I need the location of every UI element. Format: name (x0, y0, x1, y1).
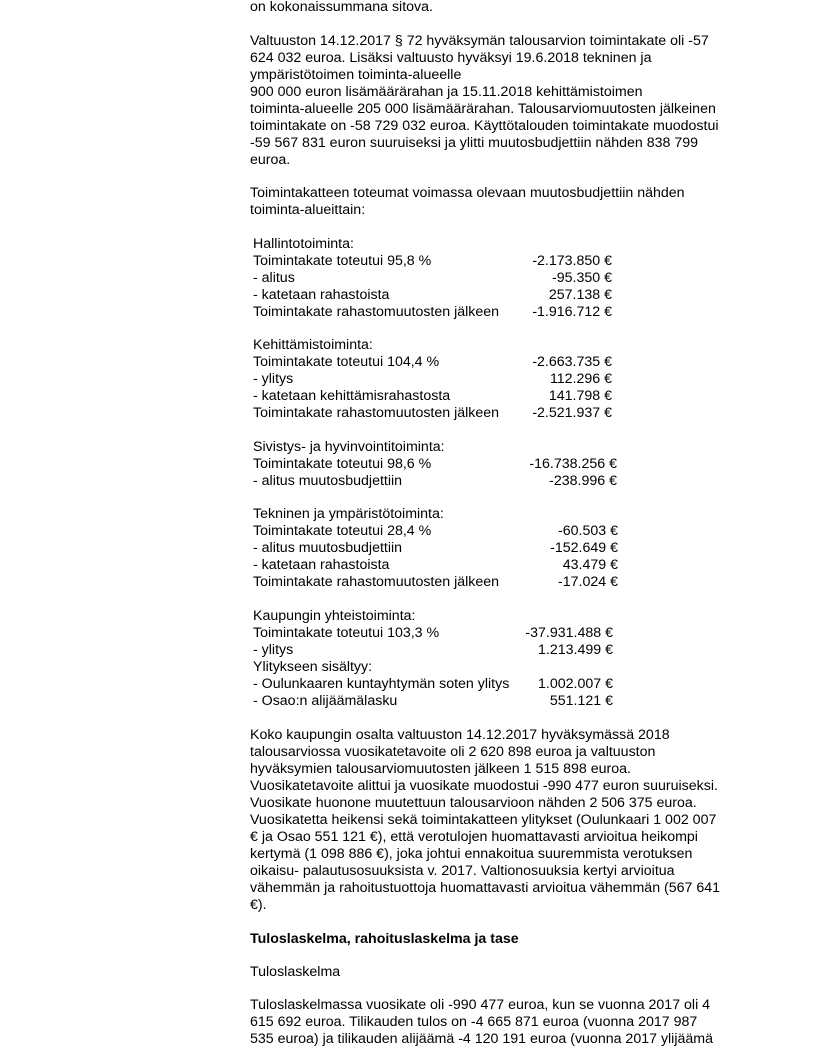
row-value: 1.213.499 € (538, 642, 613, 658)
row-label: - Oulunkaaren kuntayhtymän soten ylitys (253, 676, 510, 692)
row-value: -152.649 € (550, 540, 618, 556)
section-heading: Tuloslaskelma, rahoituslaskelma ja tase (250, 931, 519, 947)
section-subheading: Tuloslaskelma (250, 964, 341, 980)
block-title: Sivistys- ja hyvinvointitoiminta: (253, 439, 445, 455)
block-yhteistoiminta (253, 608, 753, 710)
row-value: -60.503 € (558, 523, 618, 539)
row-label: - katetaan rahastoista (253, 557, 390, 573)
block-title: Hallintotoiminta: (253, 236, 354, 252)
text-line: 624 032 euroa. Lisäksi valtuusto hyväksyi 19.6.2018 tekninen ja (250, 50, 652, 66)
row-label: - Osao:n alijäämälasku (253, 693, 398, 709)
paragraph-budget-summary (250, 33, 750, 169)
row-label: Toimintakate toteutui 98,6 % (253, 456, 432, 472)
text-line: 900 000 euron lisämäärärahan ja 15.11.2018 kehittämistoimen (250, 84, 643, 100)
text-line: Valtuuston 14.12.2017 § 72 hyväksymän talousarvion toimintakate oli -57 (250, 33, 709, 49)
block-kehittamistoiminta (253, 337, 753, 422)
block-sivistystoiminta (253, 439, 753, 490)
row-label: - ylitys (253, 642, 294, 658)
row-value: -16.738.256 € (529, 456, 617, 472)
text-line: kertymä (1 098 886 €), joka johtui ennakoitua suuremmista verotuksen (250, 846, 693, 862)
row-value: 141.798 € (548, 388, 612, 404)
row-value: 1.002.007 € (538, 676, 613, 692)
text-line: Vuosikate huonone muutettuun talousarvioon nähden 2 506 375 euroa. (250, 795, 697, 811)
text-line: talousarviossa vuosikatetavoite oli 2 620 898 euroa ja valtuuston (250, 744, 656, 760)
intro-tail: on kokonaissummana sitova. (250, 0, 433, 15)
text-line: € ja Osao 551 121 €), että verotulojen huomattavasti arvioitua heikompi (250, 829, 698, 845)
row-label: Toimintakate rahastomuutosten jälkeen (253, 304, 500, 320)
text-line: Tuloslaskelmassa vuosikate oli -990 477 euroa, kun se vuonna 2017 oli 4 (250, 997, 711, 1013)
row-label: Toimintakate toteutui 103,3 % (253, 625, 440, 641)
block-title: Tekninen ja ympäristötoiminta: (253, 506, 444, 522)
row-value: -2.173.850 € (532, 253, 612, 269)
row-value: 551.121 € (549, 693, 613, 709)
row-label: Toimintakate toteutui 95,8 % (253, 253, 432, 269)
row-value: -2.663.735 € (532, 354, 612, 370)
row-label: - alitus muutosbudjettiin (253, 473, 403, 489)
text-line: toiminta-alueelle 205 000 lisämäärärahan. Talousarviomuutosten jälkeinen (250, 101, 716, 117)
text-line: ympäristötoimen toiminta-alueelle (250, 67, 462, 83)
row-label: Toimintakate rahastomuutosten jälkeen (253, 405, 500, 421)
text-line: euroa. (250, 152, 291, 168)
row-label: - alitus muutosbudjettiin (253, 540, 403, 556)
row-value: -238.996 € (549, 473, 617, 489)
row-value: -2.521.937 € (532, 405, 612, 421)
text-line: Vuosikatetavoite alittui ja vuosikate muodostui -990 477 euron suuruiseksi. (250, 778, 718, 794)
paragraph-intro-areas (250, 185, 750, 219)
text-line: Toimintakatteen toteumat voimassa olevaan muutosbudjettiin nähden (250, 185, 685, 201)
row-value: 112.296 € (549, 371, 612, 387)
row-label: Toimintakate rahastomuutosten jälkeen (253, 574, 500, 590)
text-line: toimintakate on -58 729 032 euroa. Käyttötalouden toimintakate muodostui (250, 118, 719, 134)
row-value: -17.024 € (558, 574, 618, 590)
text-line: Koko kaupungin osalta valtuuston 14.12.2017 hyväksymässä 2018 (250, 727, 670, 743)
text-line: €). (250, 897, 267, 913)
text-line: vähemmän ja rahoitustuottoja huomattavasti arvioitua vähemmän (567 641 (250, 880, 721, 896)
text-line: hyväksymien talousarviomuutosten jälkeen 1 515 898 euroa. (250, 761, 631, 777)
block-title: Kaupungin yhteistoiminta: (253, 608, 416, 624)
row-label: - ylitys (253, 371, 294, 387)
row-label: - alitus (253, 270, 295, 286)
row-value: -37.931.488 € (525, 625, 613, 641)
text-line: oikaisu- palautusosuuksista v. 2017. Valtionosuuksia kertyi arvioitua (250, 863, 675, 879)
paragraph-tuloslaskelma (250, 997, 750, 1048)
row-value: 257.138 € (548, 287, 612, 303)
row-value: -95.350 € (552, 270, 612, 286)
row-label: Toimintakate toteutui 104,4 % (253, 354, 440, 370)
block-tekninen-toiminta (253, 506, 753, 591)
text-line: 615 692 euroa. Tilikauden tulos on -4 665 871 euroa (vuonna 2017 987 (250, 1014, 698, 1030)
row-label: - katetaan kehittämisrahastosta (253, 388, 451, 404)
block-title: Kehittämistoiminta: (253, 337, 373, 353)
row-value: -1.916.712 € (532, 304, 612, 320)
row-label: Ylitykseen sisältyy: (253, 659, 373, 675)
text-line: -59 567 831 euron suuruiseksi ja ylitti muutosbudjettiin nähden 838 799 (250, 135, 698, 151)
row-label: Toimintakate toteutui 28,4 % (253, 523, 432, 539)
paragraph-vuosikate (250, 727, 750, 914)
text-line: toiminta-alueittain: (250, 202, 366, 218)
text-line: 535 euroa) ja tilikauden alijäämä -4 120 191 euroa (vuonna 2017 ylijäämä (250, 1031, 713, 1047)
row-label: - katetaan rahastoista (253, 287, 390, 303)
block-hallintotoiminta (253, 236, 753, 321)
row-value: 43.479 € (562, 557, 618, 573)
text-line: Vuosikatetta heikensi sekä toimintakatteen ylitykset (Oulunkaari 1 002 007 (250, 812, 717, 828)
